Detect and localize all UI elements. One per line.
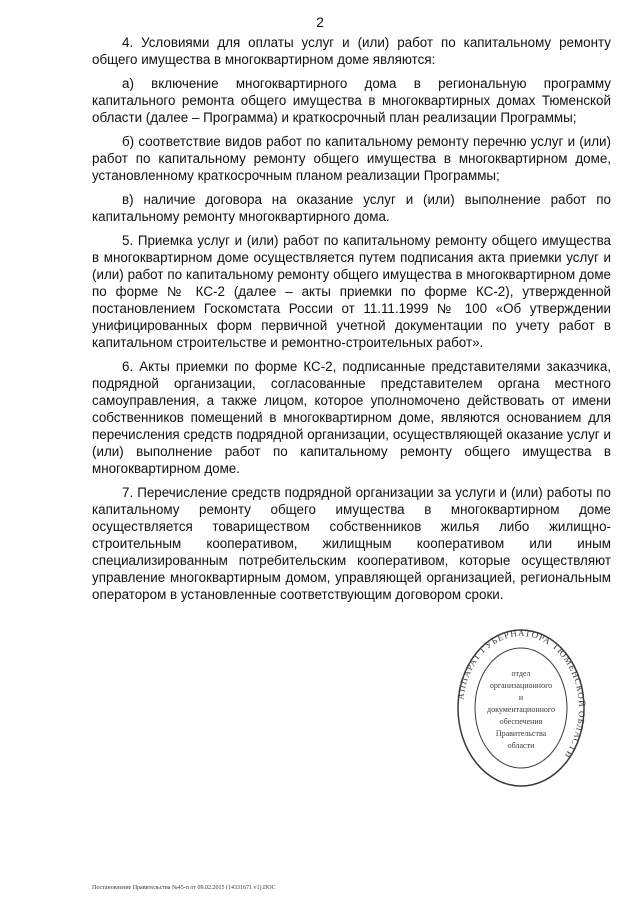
page-number: 2 xyxy=(316,14,324,30)
document-body xyxy=(92,34,611,610)
document-footer: Постановление Правительства №45-п от 09.02.2015 (14331671 v1).DOC xyxy=(92,885,276,891)
paragraph-6: 6. Акты приемки по форме КС-2, подписанные представителями заказчика, подрядной организации, согласованные представителем органа местного самоуправления, а также лицом, которое уполномочено действовать от имени собственников помещений в многоквартирном доме, являются основанием для перечисления средств подрядной организации, осуществляющей оказание услуг и (или) выполнение работ по капитальному ремонту общего имущества в многоквартирном доме. xyxy=(92,359,611,476)
stamp-line: отдел xyxy=(511,669,531,678)
stamp-ring-text: АППАРАТ ГУБЕРНАТОРА ТЮМЕНСКО ОБЛАСТИ xyxy=(456,627,586,761)
stamp-line: Правительства xyxy=(495,729,547,738)
stamp-line: и xyxy=(518,693,524,702)
paragraph-4c: в) наличие договора на оказание услуг и (или) выполнение работ по капитальному ремонту многоквартирного дома. xyxy=(92,192,611,224)
paragraph-7: 7. Перечисление средств подрядной организации за услуги и (или) работы по капитальному ремонту общего имущества в многоквартирном доме осуществляется товариществом собственников жилья либо жилищно-строительным кооперативом, жилищным кооперативом или иным специализированным потребительским кооперативом, которые осуществляют управление многоквартирным домом, управляющей организацией, региональным оператором в установленные соответствующим договором сроки. xyxy=(92,485,611,602)
paragraph-4a: а) включение многоквартирного дома в региональную программу капитального ремонта общего имущества в многоквартирных домах Тюменской области (далее – Программа) и краткосрочный план реализации Программы; xyxy=(92,76,611,125)
stamp-line: документационного xyxy=(487,705,555,714)
stamp-line: организационного xyxy=(489,681,553,690)
paragraph-4b: б) соответствие видов работ по капитальному ремонту перечню услуг и (или) работ по капитальному ремонту общего имущества в многоквартирном доме, установленному краткосрочным планом реализации Программы; xyxy=(92,134,611,183)
paragraph-5: 5. Приемка услуг и (или) работ по капитальному ремонту общего имущества в многоквартирном доме осуществляется путем подписания акта приемки услуг и (или) работ по капитальному ремонту общего имущества в многоквартирном доме по форме № КС-2 (далее – акты приемки по форме КС-2), утвержденной постановлением Госкомстата России от 11.11.1999 № 100 «Об утверждении унифицированных форм первичной учетной документации по учету работ в капитальном строительстве и ремонтно-строительных работ». xyxy=(92,233,611,350)
paragraph-4: 4. Условиями для оплаты услуг и (или) работ по капитальному ремонту общего имущества в многоквартирном доме являются: xyxy=(92,35,611,67)
official-stamp xyxy=(456,618,586,798)
stamp-line: обеспечения xyxy=(499,717,543,726)
stamp-line: области xyxy=(507,741,535,750)
